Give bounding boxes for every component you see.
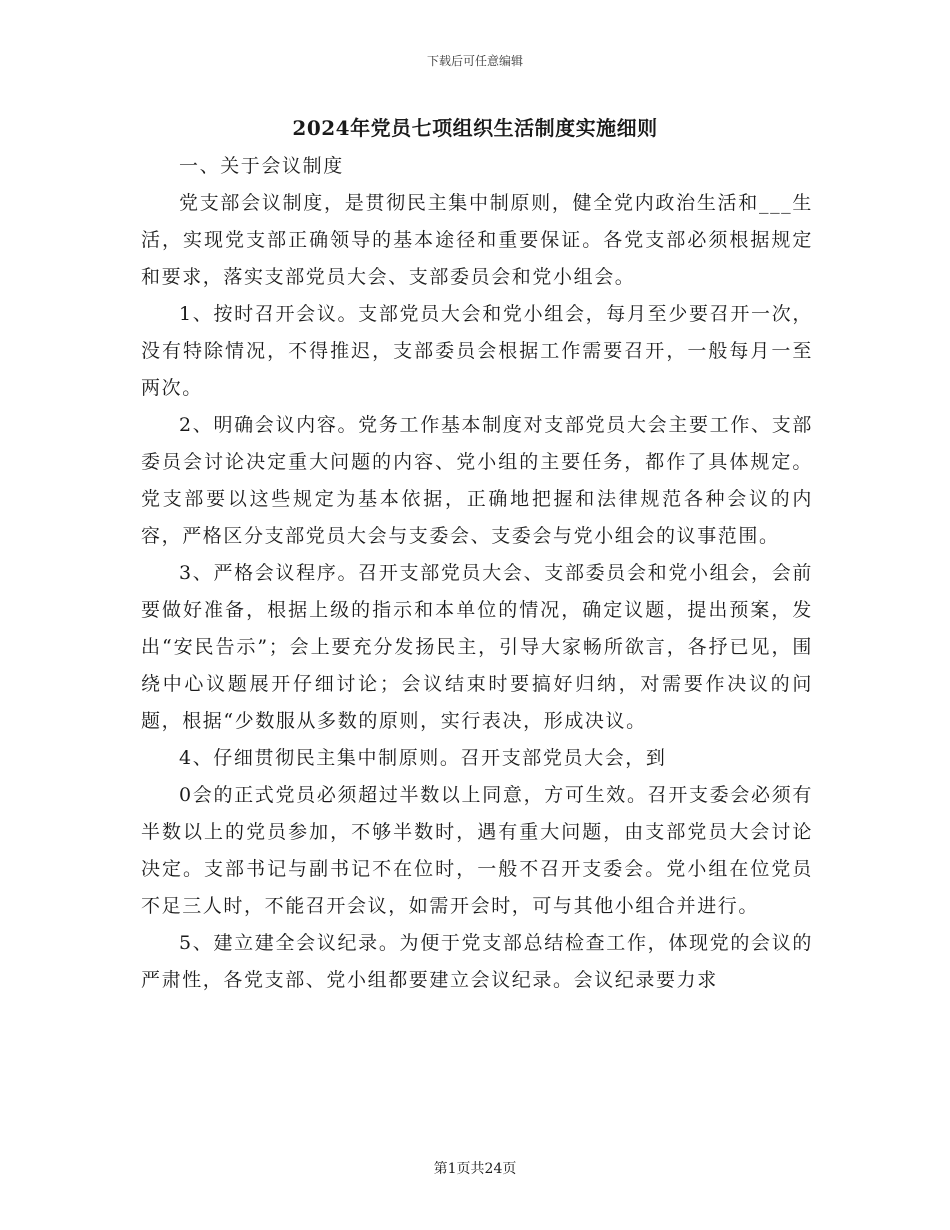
paragraph-item-4-continued: 0会的正式党员必须超过半数以上同意，方可生效。召开支委会必须有半数以上的党员参加，不够半数时，遇有重大问题，由支部党员大会讨论决定。支部书记与副书记不在位时，一般不召开支委会。党小组在位党员不足三人时，不能召开会议，如需开会时，可与其他小组合并进行。 xyxy=(141,784,813,917)
paragraph-item-3: 3、严格会议程序。召开支部党员大会、支部委员会和党小组会，会前要做好准备，根据上级的指示和本单位的情况，确定议题，提出预案，发出“安民告示”；会上要充分发扬民主，引导大家畅所欲言，各抒已见，围绕中心议题展开仔细讨论；会议结束时要搞好归纳，对需要作决议的问题，根据“少数服从多数的原则，实行表决，形成决议。 xyxy=(141,562,813,732)
paragraph-item-5: 5、建立建全会议纪录。为便于党支部总结检查工作，体现党的会议的严肃性，各党支部、党小组都要建立会议纪录。会议纪录要力求 xyxy=(141,932,813,991)
page-number: 第1页共24页 xyxy=(433,1161,517,1177)
document-title: 2024年党员七项组织生活制度实施细则 xyxy=(292,116,658,140)
document-body xyxy=(141,148,813,999)
paragraph-intro: 党支部会议制度，是贯彻民主集中制原则，健全党内政治生活和___生活，实现党支部正确领导的基本途径和重要保证。各党支部必须根据规定和要求，落实支部党员大会、支部委员会和党小组会。 xyxy=(141,192,813,288)
paragraph-item-2: 2、明确会议内容。党务工作基本制度对支部党员大会主要工作、支部委员会讨论决定重大问题的内容、党小组的主要任务，都作了具体规定。党支部要以这些规定为基本依据，正确地把握和法律规范各种会议的内容，严格区分支部党员大会与支委会、支委会与党小组会的议事范围。 xyxy=(141,414,813,547)
section-heading-meetings: 一、关于会议制度 xyxy=(179,155,344,177)
header-note: 下载后可任意编辑 xyxy=(426,54,523,68)
paragraph-item-4: 4、仔细贯彻民主集中制原则。召开支部党员大会，到 xyxy=(179,747,667,769)
paragraph-item-1: 1、按时召开会议。支部党员大会和党小组会，每月至少要召开一次，没有特除情况，不得推迟，支部委员会根据工作需要召开，一般每月一至两次。 xyxy=(141,303,813,399)
